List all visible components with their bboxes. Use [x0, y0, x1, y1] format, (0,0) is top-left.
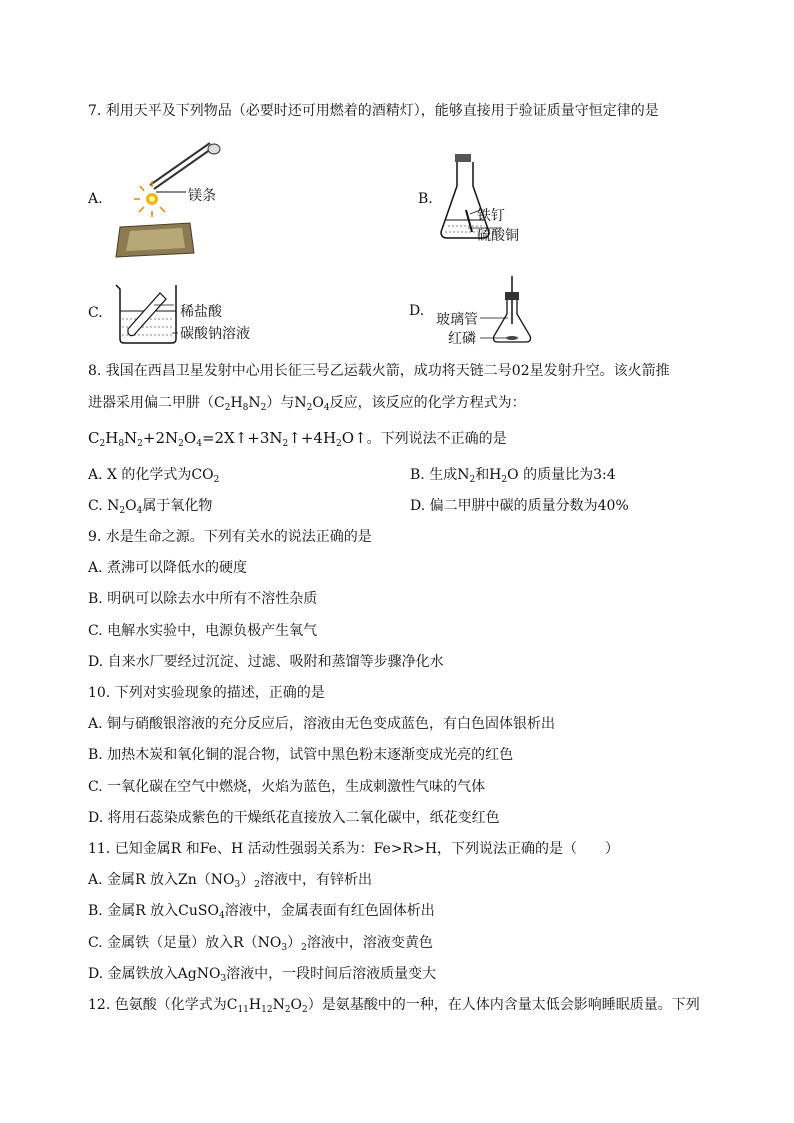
q7-option-d-label2: 红磷 [448, 331, 476, 347]
q7-option-c-label2: 碳酸钠溶液 [180, 326, 250, 342]
q11-option-b: B. 金属R 放入CuSO$_4$溶液中，金属表面有红色固体析出 [88, 903, 435, 921]
q11-option-d: D. 金属铁放入AgNO$_3$溶液中，一段时间后溶液质量变大 [88, 966, 437, 984]
q8-line2: 进器采用偏二甲肼$(C_2H_8N_2)$与$N_2O_4$反应，该反应的化学方程式为： [88, 395, 526, 413]
q10-option-d: D. 将用石蕊染成紫色的干燥纸花直接放入二氧化碳中，纸花变红色 [88, 810, 500, 826]
q12-stem: 12. 色氨酸（化学式为$C_{11}H_{12}N_2O_2$）是氨基酸中的一种，在人体内含量太低会影响睡眠质量。下列 [88, 997, 700, 1015]
q7-stem: 7. 利用天平及下列物品（必要时还可用燃着的酒精灯），能够直接用于验证质量守恒定律的是 [88, 103, 659, 119]
q8-option-d: D. 偏二甲肼中碳的质量分数为40% [410, 498, 629, 514]
q7-option-c-letter: C. [88, 305, 103, 321]
q11-stem: 11. 已知金属R 和Fe、H 活动性强弱关系为：Fe>R>H，下列说法正确的是（ ） [88, 841, 620, 857]
q7-option-c-label1: 稀盐酸 [180, 304, 222, 320]
q11-option-c: C. 金属铁（足量）放入$R(NO_3)_2$溶液中，溶液变黄色 [88, 935, 433, 953]
q10-option-c: C. 一氧化碳在空气中燃烧，火焰为蓝色，生成刺激性气味的气体 [88, 779, 486, 795]
q9-stem: 9. 水是生命之源。下列有关水的说法正确的是 [88, 529, 372, 545]
q7-option-d-letter: D. [409, 303, 425, 319]
q7-option-a-label: 镁条 [188, 188, 216, 204]
q8-option-b: B. 生成$N_2$和$H_2O$ 的质量比为3:4 [410, 467, 616, 485]
beaker-illustration [114, 283, 184, 345]
q10-option-a: A. 铜与硝酸银溶液的充分反应后，溶液由无色变成蓝色，有白色固体银析出 [88, 716, 556, 732]
q9-option-d: D. 自来水厂要经过沉淀、过滤、吸附和蒸馏等步骤净化水 [88, 654, 444, 670]
q10-stem: 10. 下列对实验现象的描述，正确的是 [88, 685, 325, 701]
q11-option-a: A. 金属R 放入$Zn(NO_3)_2$溶液中，有锌析出 [88, 872, 372, 890]
q7-option-b-label2: 硫酸铜 [477, 228, 519, 244]
q8-option-a: A. X 的化学式为$CO_2$ [88, 467, 220, 485]
q7-option-d-label1: 玻璃管 [436, 312, 478, 328]
q8-line1: 8. 我国在西昌卫星发射中心用长征三号乙运载火箭，成功将天链二号02星发射升空。该火箭推 [88, 363, 670, 379]
q7-option-b-label1: 铁钉 [477, 208, 505, 224]
q9-option-c: C. 电解水实验中，电源负极产生氧气 [88, 623, 318, 639]
glass-tube-flask-illustration [478, 276, 538, 348]
q7-option-b-letter: B. [418, 191, 433, 207]
q8-option-c: C. $N_2O_4$属于氧化物 [88, 498, 213, 516]
q7-option-a-letter: A. [88, 191, 103, 207]
q10-option-b: B. 加热木炭和氧化铜的混合物，试管中黑色粉末逐渐变成光亮的红色 [88, 747, 514, 763]
q8-equation: $C_2H_8N_2+2N_2O_4=2X↑+3N_2↑+4H_2O↑$。下列说法不正确的是 [88, 429, 507, 449]
q9-option-b: B. 明矾可以除去水中所有不溶性杂质 [88, 591, 318, 607]
q9-option-a: A. 煮沸可以降低水的硬度 [88, 560, 248, 576]
